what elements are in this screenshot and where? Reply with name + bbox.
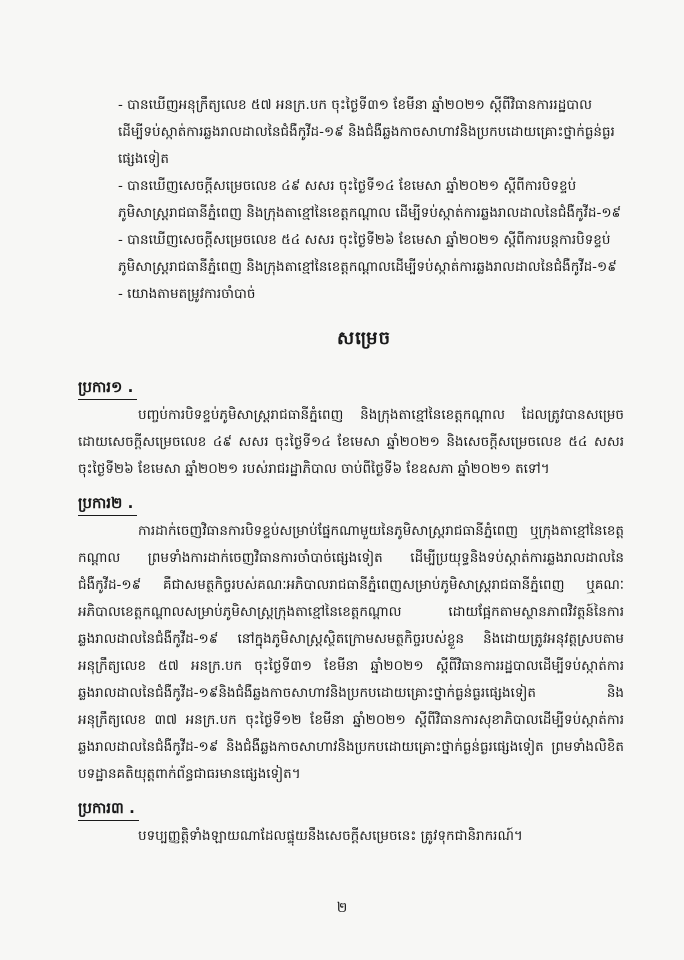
article-2 — [78, 491, 624, 788]
article-body: ការដាក់ចេញវិធានការបិទខ្ទប់សម្រាប់ផ្នែកណាមួយនៃភូមិសាស្ត្ររាជធានីភ្នំពេញ ឬក្រុងតាខ្មៅនៃខេត្តកណ្ដាល ព្រមទាំងការដាក់ចេញវិធានការចាំបាច់ផ្សេងទៀត ដើម្បីប្រយុទ្ធនិងទប់ស្កាត់ការឆ្លងរាលដាលនៃជំងឺកូវីដ-១៩ គឺជាសមត្ថកិច្ចរបស់គណៈអភិបាលរាជធានីភ្នំពេញសម្រាប់ភូមិសាស្ត្ររាជធានីភ្នំពេញ ឬគណៈអភិបាលខេត្តកណ្ដាលសម្រាប់ភូមិសាស្ត្រក្រុងតាខ្មៅនៃខេត្តកណ្ដាល ដោយផ្អែកតាមស្ថានភាពវិវត្តន៍នៃការឆ្លងរាលដាលនៃជំងឺកូវីដ-១៩ នៅក្នុងភូមិសាស្ត្រស្ថិតក្រោមសមត្ថកិច្ចរបស់ខ្លួន និងដោយត្រូវអនុវត្តស្របតាមអនុក្រឹត្យលេខ ៥៧ អនក្រ.បក ចុះថ្ងៃទី៣១ ខែមីនា ឆ្នាំ២០២១ ស្ដីពីវិធានការរដ្ឋបាលដើម្បីទប់ស្កាត់ការឆ្លងរាលដាលនៃជំងឺកូវីដ-១៩និងជំងឺឆ្លងកាចសាហាវនិងប្រកបដោយគ្រោះថ្នាក់ធ្ងន់ធ្ងរផ្សេងទៀត និងអនុក្រឹត្យលេខ ៣៧ អនក្រ.បក ចុះថ្ងៃទី១២ ខែមីនា ឆ្នាំ២០២១ ស្ដីពីវិធានការសុខាភិបាលដើម្បីទប់ស្កាត់ការឆ្លងរាលដាលនៃជំងឺកូវីដ-១៩ និងជំងឺឆ្លងកាចសាហាវនិងប្រកបដោយគ្រោះថ្នាក់ធ្ងន់ធ្ងរផ្សេងទៀត ព្រមទាំងលិខិតបទដ្ឋានគតិយុត្តពាក់ព័ន្ធជាធរមានផ្សេងទៀត។ — [78, 523, 624, 782]
reference-item — [104, 173, 624, 227]
reference-text: - យោងតាមតម្រូវការចាំបាច់ — [118, 286, 256, 302]
reference-item — [104, 92, 624, 173]
reference-item — [104, 227, 624, 281]
article-body: បញ្ចប់ការបិទខ្ទប់ភូមិសាស្ត្ររាជធានីភ្នំពេញ និងក្រុងតាខ្មៅនៃខេត្តកណ្ដាល ដែលត្រូវបានសម្រេចដោយសេចក្ដីសម្រេចលេខ ៤៩ សសរ ចុះថ្ងៃទី១៤ ខែមេសា ឆ្នាំ២០២១ និងសេចក្ដីសម្រេចលេខ ៥៤ សសរ ចុះថ្ងៃទី២៦ ខែមេសា ឆ្នាំ២០២១ របស់រាជរដ្ឋាភិបាល ចាប់ពីថ្ងៃទី៦ ខែឧសភា ឆ្នាំ២០២១ តទៅ។ — [78, 407, 624, 477]
reference-text: - បានឃើញសេចក្ដីសម្រេចលេខ ៥៤ សសរ ចុះថ្ងៃទី២៦ ខែមេសា ឆ្នាំ២០២១ ស្ដីពីការបន្តការបិទខ្ទប់ភូមិសាស្ត្ររាជធានីភ្នំពេញ និងក្រុងតាខ្មៅនៃខេត្តកណ្ដាលដើម្បីទប់ស្កាត់ការឆ្លងរាលដាលនៃជំងឺកូវីដ-១៩ — [118, 232, 617, 275]
article-body: បទប្បញ្ញត្តិទាំងឡាយណាដែលផ្ទុយនឹងសេចក្ដីសម្រេចនេះ ត្រូវទុកជានិរាករណ៍។ — [138, 828, 523, 844]
decision-title: សម្រេច — [336, 328, 392, 349]
article-heading: ប្រការ១ . — [78, 375, 137, 400]
reference-item — [104, 281, 624, 308]
article-heading: ប្រការ២ . — [78, 491, 137, 516]
reference-text: - បានឃើញអនុក្រឹត្យលេខ ៥៧ អនក្រ.បក ចុះថ្ងៃទី៣១ ខែមីនា ឆ្នាំ២០២១ ស្ដីពីវិធានការរដ្ឋបាលដើម្បីទប់ស្កាត់ការឆ្លងរាលដាលនៃជំងឺកូវីដ-១៩ និងជំងឺឆ្លងកាចសាហាវនិងប្រកបដោយគ្រោះថ្នាក់ធ្ងន់ធ្ងរផ្សេងទៀត — [118, 97, 615, 167]
page-number: ២ — [336, 900, 348, 916]
article-heading: ប្រការ៣ . — [78, 796, 139, 821]
reference-text: - បានឃើញសេចក្ដីសម្រេចលេខ ៤៩ សសរ ចុះថ្ងៃទី១៤ ខែមេសា ឆ្នាំ២០២១ ស្ដីពីការបិទខ្ទប់ភូមិសាស្ត្ររាជធានីភ្នំពេញ និងក្រុងតាខ្មៅនៃខេត្តកណ្ដាល ដើម្បីទប់ស្កាត់ការឆ្លងរាលដាលនៃជំងឺកូវីដ-១៩ — [118, 178, 622, 221]
article-1 — [78, 375, 624, 483]
reference-list — [104, 92, 624, 308]
article-3 — [78, 796, 624, 850]
